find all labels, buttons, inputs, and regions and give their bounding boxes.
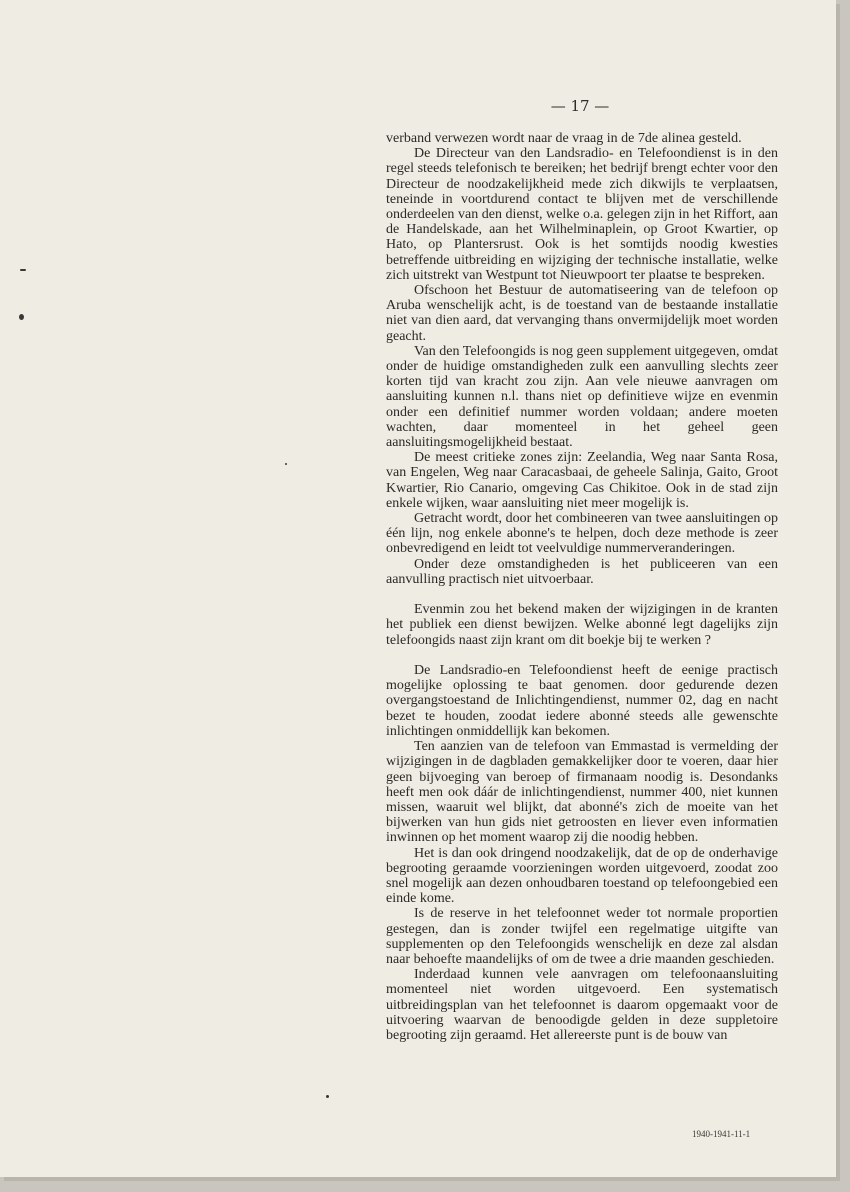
paragraph: Ofschoon het Bestuur de automatiseering van de telefoon op Aruba wenschelijk acht, is de toestand van de bestaande installatie niet van dien aard, dat vervanging thans onvermijdelijk moet worden geacht. [386, 283, 778, 344]
margin-speck [285, 463, 287, 465]
margin-dash-mark [20, 269, 26, 271]
paragraph: Onder deze omstandigheden is het publiceeren van een aanvulling practisch niet uitvoerbaar. [386, 556, 778, 587]
paragraph: Evenmin zou het bekend maken der wijzigingen in de kranten het publiek een dienst bewijzen. Welke abonné legt dagelijks zijn telefoongids naast zijn krant om dit boekje bij te werken ? [386, 602, 778, 648]
punch-hole-dot [19, 314, 24, 320]
archive-code: 1940-1941-11-1 [692, 1129, 751, 1139]
body-text [386, 131, 778, 1043]
paragraph: De Directeur van den Landsradio- en Telefoondienst is in den regel steeds telefonisch te bereiken; het bedrijf brengt echter voor den Directeur de noodzakelijkheid mede zich dikwijls te verplaatsen, teneinde in voortdurend contact te blijven met de verschillende onderdeelen van den dienst, welke o.a. gelegen zijn in het Riffort, aan de Handelskade, aan het Wilhelminaplein, op Groot Kwartier, op Hato, op Plantersrust. Ook is het somtijds noodig kwesties betreffende uitbreiding en wijziging der technische installatie, welke zich uitstrekt van Westpunt tot Nieuwpoort ter plaatse te bespreken. [386, 146, 778, 283]
paragraph: Getracht wordt, door het combineeren van twee aansluitingen op één lijn, nog enkele abonne's te helpen, doch deze methode is zeer onbevredigend en leidt tot veelvuldige nummerveranderingen. [386, 511, 778, 557]
paragraph: Van den Telefoongids is nog geen supplement uitgegeven, omdat onder de huidige omstandigheden zulk een aanvulling slechts zeer korten tijd van kracht zou zijn. Aan vele nieuwe aanvragen om aansluiting kunnen n.l. thans niet op definitieve wijze en evenmin onder een definitief nummer worden voldaan; andere moeten wachten, daar momenteel in het geheel geen aansluitingsmogelijkheid bestaat. [386, 343, 778, 451]
paragraph: Ten aanzien van de telefoon van Emmastad is vermelding der wijzigingen in de dagbladen gemakkelijker door te voeren, daar hier geen bijvoeging van beroep of firmanaam noodig is. Desondanks heeft men ook dáár de inlichtingendienst, nummer 400, niet kunnen missen, waaruit wel blijkt, dat abonné's zich de moeite van het bijwerken van hun gids niet getroosten en liever even informatien inwinnen op het moment waarop zij die noodig hebben. [386, 739, 778, 846]
page-number: — 17 — [550, 97, 610, 115]
paragraph: De Landsradio-en Telefoondienst heeft de eenige practisch mogelijke oplossing te baat genomen. door gedurende dezen overgangstoestand de Inlichtingendienst, nummer 02, dag en nacht bezet te houden, zoodat iedere abonné steeds alle gewenschte inlichtingen onmiddellijk kan bekomen. [386, 663, 778, 739]
margin-speck [326, 1095, 329, 1098]
paragraph: Inderdaad kunnen vele aanvragen om telefoonaansluiting momenteel niet worden uitgevoerd. Een systematisch uitbreidingsplan van het telefoonnet is daarom opgemaakt voor de uitvoering waarvan de benoodigde gelden in deze suppletoire begrooting zijn geraamd. Het allereerste punt is de bouw van [386, 967, 778, 1043]
paragraph: Is de reserve in het telefoonnet weder tot normale proportien gestegen, dan is zonder twijfel een regelmatige uitgifte van supplementen op den Telefoongids wenschelijk en deze zal alsdan naar behoefte maandelijks of om de twee a drie maanden geschieden. [386, 906, 778, 967]
paragraph: verband verwezen wordt naar de vraag in de 7de alinea gesteld. [386, 131, 742, 146]
paragraph: Het is dan ook dringend noodzakelijk, dat de op de onderhavige begrooting geraamde voorzieningen worden uitgevoerd, zoodat zoo snel mogelijk aan dezen onhoudbaren toestand op telefoongebied een einde kome. [386, 845, 778, 907]
paragraph: De meest critieke zones zijn: Zeelandia, Weg naar Santa Rosa, van Engelen, Weg naar Caracasbaai, de geheele Salinja, Gaito, Groot Kwartier, Rio Canario, omgeving Cas Chikitoe. Ook in de stad zijn enkele wijken, waar aansluiting niet meer mogelijk is. [386, 450, 778, 511]
